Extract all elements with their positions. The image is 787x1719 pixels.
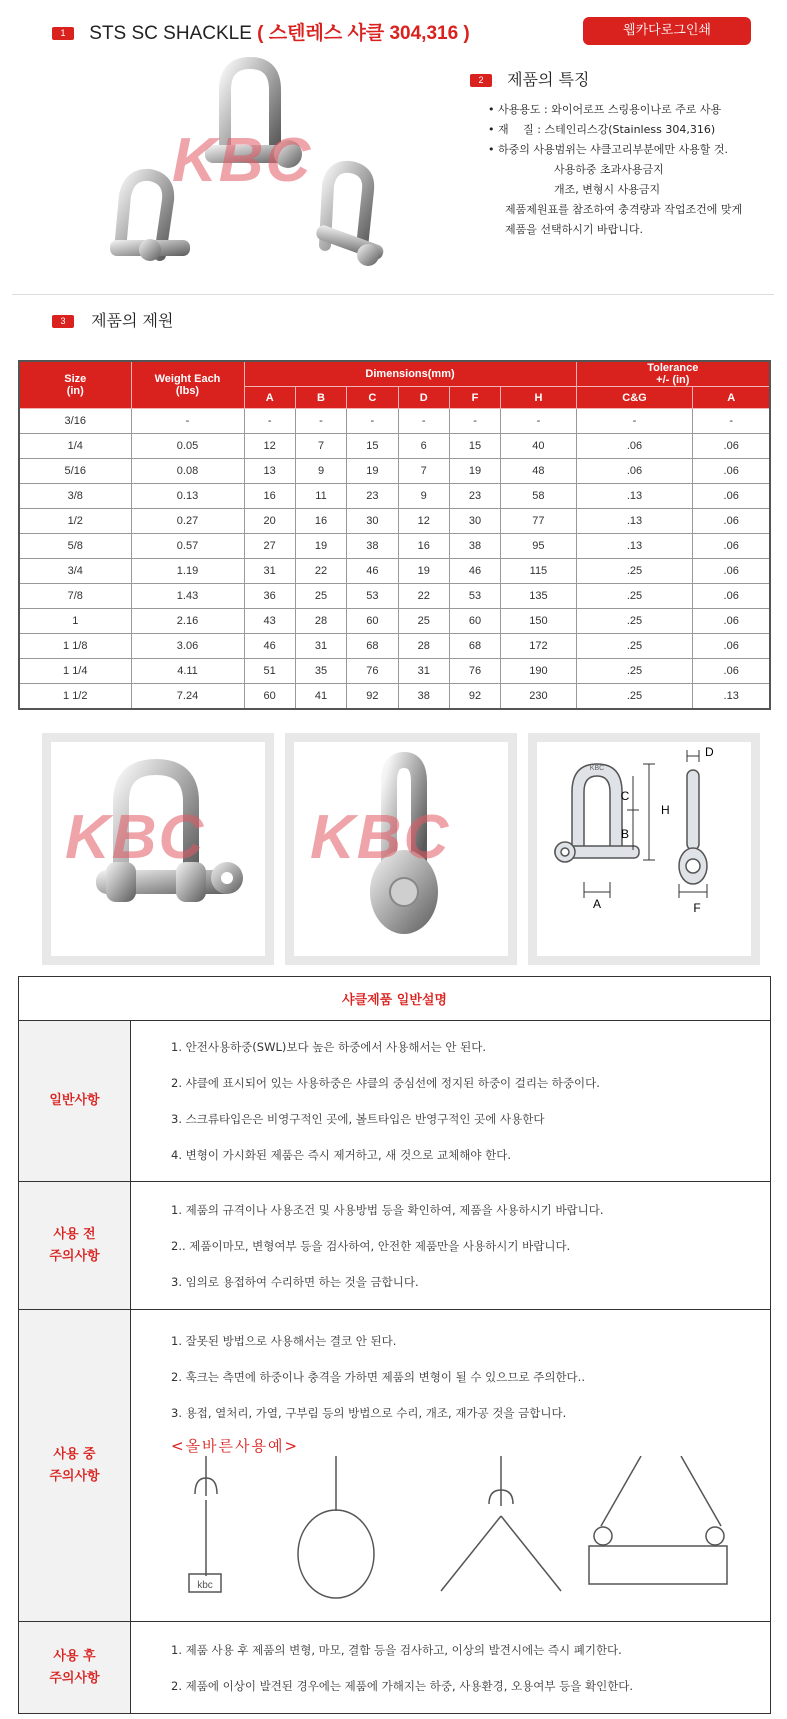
table-cell: 31 [295, 634, 346, 659]
feature-item: • 사용용도 : 와이어로프 스링용이나로 주로 사용 [488, 103, 722, 116]
table-cell: .06 [693, 559, 770, 584]
table-cell: 30 [449, 509, 500, 534]
table-cell: - [576, 409, 693, 434]
feature-subitem: 개조, 변형시 사용금지 [554, 183, 661, 196]
table-cell: 30 [347, 509, 398, 534]
table-cell: 0.13 [131, 484, 244, 509]
table-cell: 1 1/2 [19, 684, 131, 709]
table-cell: 60 [449, 609, 500, 634]
feature-subitem: 사용하중 초과사용금지 [554, 163, 664, 176]
table-cell: 172 [501, 634, 576, 659]
table-cell: - [295, 409, 346, 434]
table-cell: 4.11 [131, 659, 244, 684]
table-cell: 25 [295, 584, 346, 609]
table-cell: 1/2 [19, 509, 131, 534]
table-cell: 68 [449, 634, 500, 659]
note-item: 1. 제품의 규격이나 사용조건 및 사용방법 등을 확인하여, 제품을 사용하시기 바랍니다. [171, 1202, 604, 1217]
table-cell: 5/8 [19, 534, 131, 559]
table-cell: - [398, 409, 449, 434]
label-c: C [620, 789, 630, 803]
table-cell: .06 [693, 634, 770, 659]
table-row [19, 609, 770, 634]
table-row [19, 559, 770, 584]
table-cell: 28 [398, 634, 449, 659]
table-cell: 68 [347, 634, 398, 659]
table-cell: 19 [295, 534, 346, 559]
features-title [470, 67, 589, 90]
table-cell: 7.24 [131, 684, 244, 709]
table-row [19, 634, 770, 659]
table-cell: 38 [347, 534, 398, 559]
table-cell: 92 [449, 684, 500, 709]
table-cell: .25 [576, 684, 693, 709]
usage-tag: kbc [197, 1579, 213, 1591]
table-cell: 28 [295, 609, 346, 634]
table-cell: 31 [398, 659, 449, 684]
table-row [19, 409, 770, 434]
section-label-after-use: 사용 후 주의사항 [19, 1622, 131, 1714]
table-cell: 9 [398, 484, 449, 509]
table-cell: .06 [576, 434, 693, 459]
table-cell: - [244, 409, 295, 434]
table-cell: .13 [576, 484, 693, 509]
table-cell: 5/16 [19, 459, 131, 484]
note-item: 3. 임의로 용접하여 수리하면 하는 것을 금합니다. [171, 1274, 419, 1289]
note-item: 2. 훅크는 측면에 하중이나 충격을 가하면 제품의 변형이 될 수 있으므로 주의한다.. [171, 1369, 585, 1384]
table-cell: - [693, 409, 770, 434]
diagram-stamp: KBC [589, 765, 605, 772]
watermark-text: KBC [310, 803, 451, 872]
table-cell: 31 [244, 559, 295, 584]
table-row [19, 484, 770, 509]
table-cell: .06 [693, 659, 770, 684]
table-row [19, 659, 770, 684]
table-cell: 36 [244, 584, 295, 609]
table-cell: 23 [347, 484, 398, 509]
col-subheader: D [398, 387, 449, 409]
note-item: 1. 안전사용하중(SWL)보다 높은 하중에서 사용해서는 안 된다. [171, 1040, 487, 1054]
col-subheader: C [347, 387, 398, 409]
table-cell: 2.16 [131, 609, 244, 634]
table-cell: 58 [501, 484, 576, 509]
product-title-kr: ( 스텐레스 샤클 304,316 ) [257, 23, 470, 44]
table-cell: 38 [449, 534, 500, 559]
table-cell: 0.57 [131, 534, 244, 559]
table-cell: 115 [501, 559, 576, 584]
feature-item: • 하중의 사용범위는 샤클고리부분에만 사용할 것. [488, 143, 729, 156]
table-cell: .06 [693, 459, 770, 484]
section-label-before-use: 사용 전 주의사항 [19, 1182, 131, 1310]
table-cell: 190 [501, 659, 576, 684]
table-cell: .06 [693, 609, 770, 634]
table-cell: 38 [398, 684, 449, 709]
table-row [19, 534, 770, 559]
table-cell: 9 [295, 459, 346, 484]
table-cell: .13 [576, 534, 693, 559]
table-cell: - [501, 409, 576, 434]
table-cell: 53 [347, 584, 398, 609]
table-cell: 23 [449, 484, 500, 509]
product-title [52, 18, 470, 45]
table-cell: .06 [693, 584, 770, 609]
table-cell: 11 [295, 484, 346, 509]
table-cell: 1 1/4 [19, 659, 131, 684]
table-cell: 19 [449, 459, 500, 484]
note-item: 2.. 제품이마모, 변형여부 등을 검사하여, 안전한 제품만을 사용하시기 바랍니다. [171, 1238, 571, 1253]
section-label-during-use: 사용 중 주의사항 [19, 1310, 131, 1622]
section-body-during-use [131, 1310, 771, 1622]
table-cell: 19 [398, 559, 449, 584]
table-cell: 6 [398, 434, 449, 459]
note-item: 3. 용접, 열처리, 가열, 구부림 등의 방법으로 수리, 개조, 재가공 것을 금합니다. [171, 1405, 567, 1420]
table-row [19, 684, 770, 709]
table-cell: .06 [693, 534, 770, 559]
table-cell: - [347, 409, 398, 434]
table-cell: 16 [244, 484, 295, 509]
section-badge: 2 [470, 74, 492, 87]
table-cell: 25 [398, 609, 449, 634]
table-cell: 16 [295, 509, 346, 534]
table-cell: 15 [347, 434, 398, 459]
table-cell: .06 [693, 484, 770, 509]
table-cell: .25 [576, 584, 693, 609]
col-subheader: F [449, 387, 500, 409]
table-cell: 15 [449, 434, 500, 459]
note-item: 2. 샤클에 표시되어 있는 사용하중은 샤클의 중심선에 정지된 하중이 걸리는 하중이다. [171, 1076, 600, 1090]
note-item: 2. 제품에 이상이 발견된 경우에는 제품에 가해지는 하중, 사용환경, 오용여부 등을 확인한다. [171, 1678, 634, 1693]
table-cell: .13 [693, 684, 770, 709]
table-cell: .06 [693, 434, 770, 459]
table-cell: .25 [576, 609, 693, 634]
table-cell: 7 [398, 459, 449, 484]
table-cell: 0.08 [131, 459, 244, 484]
table-row [19, 459, 770, 484]
table-cell: 46 [347, 559, 398, 584]
section-label-general: 일반사항 [19, 1021, 131, 1182]
features-list [488, 100, 742, 240]
table-cell: - [131, 409, 244, 434]
table-row [19, 584, 770, 609]
table-cell: .25 [576, 559, 693, 584]
table-cell: 3.06 [131, 634, 244, 659]
features-heading: 제품의 특징 [507, 70, 590, 89]
table-cell: 92 [347, 684, 398, 709]
table-cell: 1.19 [131, 559, 244, 584]
table-cell: 230 [501, 684, 576, 709]
table-cell: 76 [347, 659, 398, 684]
section-body-general [131, 1021, 771, 1182]
col-subheader: H [501, 387, 576, 409]
table-cell: 60 [244, 684, 295, 709]
col-subheader: C&G [576, 387, 693, 409]
table-cell: .25 [576, 634, 693, 659]
table-cell: 1 [19, 609, 131, 634]
table-cell: 1.43 [131, 584, 244, 609]
col-dimensions: Dimensions(mm) [244, 361, 576, 387]
table-cell: 48 [501, 459, 576, 484]
notes-table [18, 976, 771, 1714]
label-a: A [592, 897, 602, 911]
spec-heading: 제품의 제원 [91, 311, 174, 330]
feature-note: 제품제원표를 참조하여 충격량과 작업조건에 맞게 [505, 203, 743, 216]
col-tolerance: Tolerance +/- (in) [576, 361, 770, 387]
table-cell: .06 [576, 459, 693, 484]
note-item: 3. 스크류타입은은 비영구적인 곳에, 볼트타입은 반영구적인 곳에 사용한다 [171, 1112, 545, 1126]
table-cell: 46 [449, 559, 500, 584]
label-b: B [620, 827, 630, 841]
table-cell: 150 [501, 609, 576, 634]
col-subheader: A [693, 387, 770, 409]
table-cell: 27 [244, 534, 295, 559]
spec-title [52, 308, 173, 331]
note-item: 4. 변형이 가시화된 제품은 즉시 제거하고, 새 것으로 교체해야 한다. [171, 1148, 512, 1162]
table-cell: 41 [295, 684, 346, 709]
table-cell: 7 [295, 434, 346, 459]
table-cell: 60 [347, 609, 398, 634]
gallery-diagram [528, 733, 760, 965]
web-catalog-button[interactable]: 웹카다로그인쇄 [583, 17, 751, 45]
table-cell: 13 [244, 459, 295, 484]
col-subheader: B [295, 387, 346, 409]
notes-title: 샤클제품 일반설명 [19, 977, 771, 1021]
table-cell: 3/16 [19, 409, 131, 434]
table-cell: 7/8 [19, 584, 131, 609]
table-row [19, 434, 770, 459]
table-cell: 0.05 [131, 434, 244, 459]
feature-note: 제품을 선택하시기 바랍니다. [505, 223, 644, 236]
label-h: H [661, 803, 670, 817]
table-cell: 20 [244, 509, 295, 534]
watermark-text: KBC [172, 126, 313, 195]
col-subheader: A [244, 387, 295, 409]
section-badge: 1 [52, 27, 74, 40]
table-cell: 43 [244, 609, 295, 634]
usage-examples-illustration [171, 1456, 761, 1606]
col-weight: Weight Each (lbs) [131, 361, 244, 409]
table-cell: .25 [576, 659, 693, 684]
table-cell: .06 [693, 509, 770, 534]
section-body-after-use [131, 1622, 771, 1714]
table-cell: 0.27 [131, 509, 244, 534]
table-cell: 1/4 [19, 434, 131, 459]
table-cell: 135 [501, 584, 576, 609]
section-divider [12, 294, 774, 295]
table-row [19, 509, 770, 534]
table-cell: .13 [576, 509, 693, 534]
product-image [100, 55, 430, 280]
table-cell: 53 [449, 584, 500, 609]
table-cell: 19 [347, 459, 398, 484]
table-cell: 51 [244, 659, 295, 684]
label-d: D [705, 745, 714, 759]
col-size: Size (in) [19, 361, 131, 409]
watermark-text: KBC [65, 803, 206, 872]
note-item: 1. 잘못된 방법으로 사용해서는 결코 안 된다. [171, 1333, 397, 1348]
table-cell: 22 [295, 559, 346, 584]
table-cell: 3/8 [19, 484, 131, 509]
table-cell: 35 [295, 659, 346, 684]
product-title-en: STS SC SHACKLE [89, 23, 252, 44]
table-cell: 40 [501, 434, 576, 459]
label-f: F [693, 901, 701, 915]
section-body-before-use [131, 1182, 771, 1310]
correct-usage-title: <올바른사용예> [171, 1436, 300, 1455]
table-cell: 1 1/8 [19, 634, 131, 659]
table-cell: 12 [398, 509, 449, 534]
table-cell: 77 [501, 509, 576, 534]
note-item: 1. 제품 사용 후 제품의 변형, 마모, 결함 등을 검사하고, 이상의 발견시에는 즉시 폐기한다. [171, 1642, 622, 1657]
section-badge: 3 [52, 315, 74, 328]
table-cell: 12 [244, 434, 295, 459]
gallery-photo-front [42, 733, 274, 965]
table-cell: 95 [501, 534, 576, 559]
gallery-photo-side [285, 733, 517, 965]
table-cell: 3/4 [19, 559, 131, 584]
spec-table [18, 360, 771, 710]
dimension-diagram [537, 742, 751, 956]
table-cell: - [449, 409, 500, 434]
table-cell: 46 [244, 634, 295, 659]
table-cell: 22 [398, 584, 449, 609]
feature-item: • 재 질 : 스테인리스강(Stainless 304,316) [488, 123, 716, 136]
table-cell: 76 [449, 659, 500, 684]
table-cell: 16 [398, 534, 449, 559]
